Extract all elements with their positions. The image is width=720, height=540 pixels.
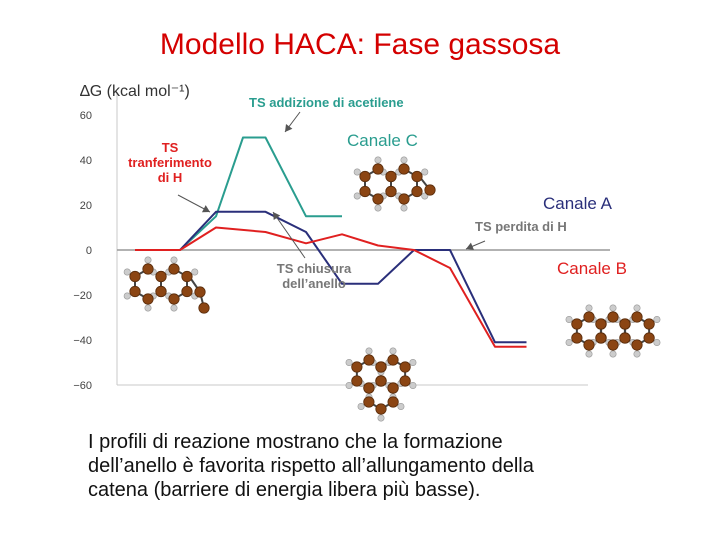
annotation-label: TS addizione di acetilene xyxy=(249,95,404,110)
caption-text xyxy=(88,430,688,502)
y-tick-label: −20 xyxy=(73,290,92,302)
vinylnaphthyl-molecule-icon xyxy=(124,257,209,313)
y-tick-label: 0 xyxy=(85,245,92,257)
y-tick-label: 20 xyxy=(79,200,92,212)
chart-series-labels xyxy=(347,131,627,278)
annotation-label: TS chiusura dell’anello xyxy=(276,261,352,291)
phenanthrene-product-molecule-icon xyxy=(566,305,660,357)
caption-line: catena (barriere di energia libera più basse). xyxy=(88,479,481,501)
acenaphthylene-vinyl-molecule-icon xyxy=(354,157,435,211)
caption-line: I profili di reazione mostrano che la formazione xyxy=(88,431,503,453)
y-tick-label: −40 xyxy=(73,335,92,347)
phenanthrene-molecule-icon xyxy=(346,348,416,421)
chart-axes xyxy=(80,83,610,385)
caption-line: dell’anello è favorita rispetto all’allungamento della xyxy=(88,455,534,477)
annotation-label: TS tranferimento di H xyxy=(128,140,212,185)
annotation-label: TS perdita di H xyxy=(475,219,567,234)
y-tick-label: −60 xyxy=(73,380,92,392)
slide-title: Modello HACA: Fase gassosa xyxy=(159,28,561,61)
y-tick-label: 40 xyxy=(79,155,92,167)
series-label-canale-c: Canale C xyxy=(347,131,418,150)
y-tick-labels xyxy=(73,110,92,392)
series-label-canale-a: Canale A xyxy=(543,194,612,213)
y-tick-label: 60 xyxy=(79,110,92,122)
series-label-canale-b: Canale B xyxy=(557,259,627,278)
annotation-arrowhead xyxy=(285,124,292,132)
y-axis-label: ∆G (kcal mol⁻¹) xyxy=(80,83,190,100)
chart-annotations xyxy=(128,95,567,291)
